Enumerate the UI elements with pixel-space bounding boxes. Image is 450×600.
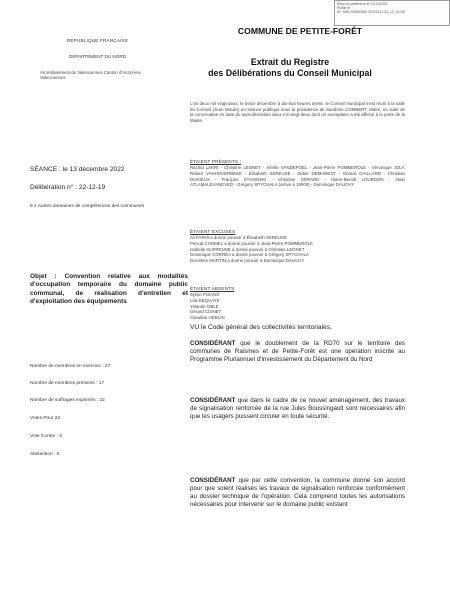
considerant-text: que par cette convention, la commune donne son accord pour que soient réalisés les travaux de signalisation renforcée conformément au dossier technique de l'opération. Cela comprend toutes les autorisations nécessaires pour intervenir sur le domaine public existant: [190, 477, 405, 508]
reception-stamp: [334, 0, 450, 26]
absents-section: [190, 286, 405, 321]
considerant-keyword: CONSIDÉRANT: [190, 340, 236, 347]
deliberation-number: Délibération n° : 22-12-19: [30, 184, 106, 191]
list-item: Isabelle DUFRENNE a donné pouvoir à Christine LEONET: [190, 246, 305, 252]
list-item: Claudine HERLIN: [190, 315, 225, 321]
list-item: Sylvie PISANO: [190, 292, 220, 297]
title-line-1: Extrait du Registre: [250, 57, 330, 67]
presents-list: Rachid LAKRI - Christine LEONET - Arlette VANDEPOEL - Jean-Pierre POMMEROLE - Véronique JOLY, Robert VANHOVERBEKE - Élisabeth SEREUSE - Didier DEMAREST - Gérard GAILLARD - Christian DURIEUX - François STASINSKI - Christine GÉRARD - Marie-Benoît LOURDON - Alain ATLAMALEVANEVED - Grégory SPYCHALA (arrivé à 19h00) - Dominique DAUCHY: [190, 165, 405, 188]
deliberation-category: 9.1 Autres domaines de compétences des communes: [30, 204, 145, 209]
stamp-line: Reçu en préfecture le 21/12/2022: [337, 2, 388, 6]
list-item: Gérard CUINET: [190, 309, 222, 315]
stamp-line: Publié le: [337, 6, 351, 11]
list-item: Ali FARHI a donné pouvoir à Élisabeth SEREUSE: [190, 235, 287, 240]
list-item: Pascal CHOMEL a donné pouvoir à Jean-Pierre POMMEROLE: [190, 240, 314, 246]
considerant-text: que dans le cadre de ce nouvel aménagement, des travaux de signalisation renforcée de la rue Jules Boussingault sont nécessaires afin que les usagers puissent circuler en toute sécurité.: [190, 397, 405, 420]
considerant-keyword: CONSIDÉRANT: [190, 477, 236, 484]
stat-vote-contre: Vote Contre : 0: [30, 434, 62, 439]
stat-votes-pour: Votes Pour 22: [30, 416, 61, 421]
stat-suffrages: Nombre de suffrages exprimés : 22: [30, 398, 105, 403]
considerant-paragraph: [190, 397, 405, 421]
absents-heading: ÉTAIENT ABSENTS: [190, 286, 235, 291]
stamp-line: ID : 059-215900580-20221221-22_12_19-DE: [337, 10, 406, 15]
considerant-text: que le doublement de la RD70 sur le territoire des communes de Raismes et de Petite-Forêt est une opération inscrite au Programme Pluriannuel d'Investissement du Département du Nord: [190, 340, 405, 363]
considerant-paragraph: [190, 477, 405, 509]
excuses-heading: ÉTAIENT EXCUSÉS: [190, 229, 236, 234]
list-item: Dorothée MARTIN a donné pouvoir à Dominique DAUCHY: [190, 258, 305, 264]
list-item: Yolande OBLE: [190, 303, 219, 309]
commune-name: COMMUNE DE PETITE-FORÊT: [237, 26, 363, 36]
considerant-paragraph: [190, 340, 405, 364]
arrondissement-label: Arrondissement de Valenciennes Canton d'Anzin-les-Valenciennes: [40, 70, 142, 81]
absents-list: [190, 292, 405, 321]
excuses-list: [190, 235, 405, 264]
list-item: Léa DEQUAYE: [190, 297, 220, 303]
presents-section: [190, 159, 405, 188]
excuses-section: [190, 229, 405, 264]
presents-heading: ÉTAIENT PRÉSENTS :: [190, 159, 242, 164]
title-line-2: des Délibérations du Conseil Municipal: [208, 68, 372, 78]
stat-membres-exercice: Nombre de membres en exercice : 27: [30, 364, 111, 369]
considerant-keyword: CONSIDÉRANT: [190, 397, 236, 404]
deliberation-subject: Objet : Convention relative aux modalités d'occupation temporaire du domaine public communal, de réalisation d'entretien et d'exploitation des équipements: [30, 273, 188, 305]
departement-label: DÉPARTEMENT DU NORD: [69, 54, 126, 59]
republique-label: RÉPUBLIQUE FRANÇAISE: [66, 38, 129, 43]
administrative-header: [40, 38, 155, 80]
stat-abstention: Abstention : 0: [30, 452, 60, 457]
vu-clause: VU le Code général des collectivités territoriales,: [190, 324, 332, 331]
stat-membres-presents: Nombre de membres présents : 17: [30, 381, 105, 386]
document-title: [170, 57, 410, 79]
intro-paragraph: L'an deux mil vingt-deux, le treize décembre à dix-huit heures trente, le Conseil municipal s'est réuni à la salle du Conseil (Jean Moulin) en séance publique sous la présidence de Sandrine COMBERT, Maire, en suite de la convocation en date du sept décembre deux mil vingt-deux dont un exemplaire a été affiché à la porte de la Mairie.: [190, 101, 405, 123]
list-item: Dominique CORREA a donné pouvoir à Grégory SPYCHALA: [190, 252, 309, 258]
seance-date: SÉANCE : le 13 décembre 2022: [30, 166, 125, 173]
